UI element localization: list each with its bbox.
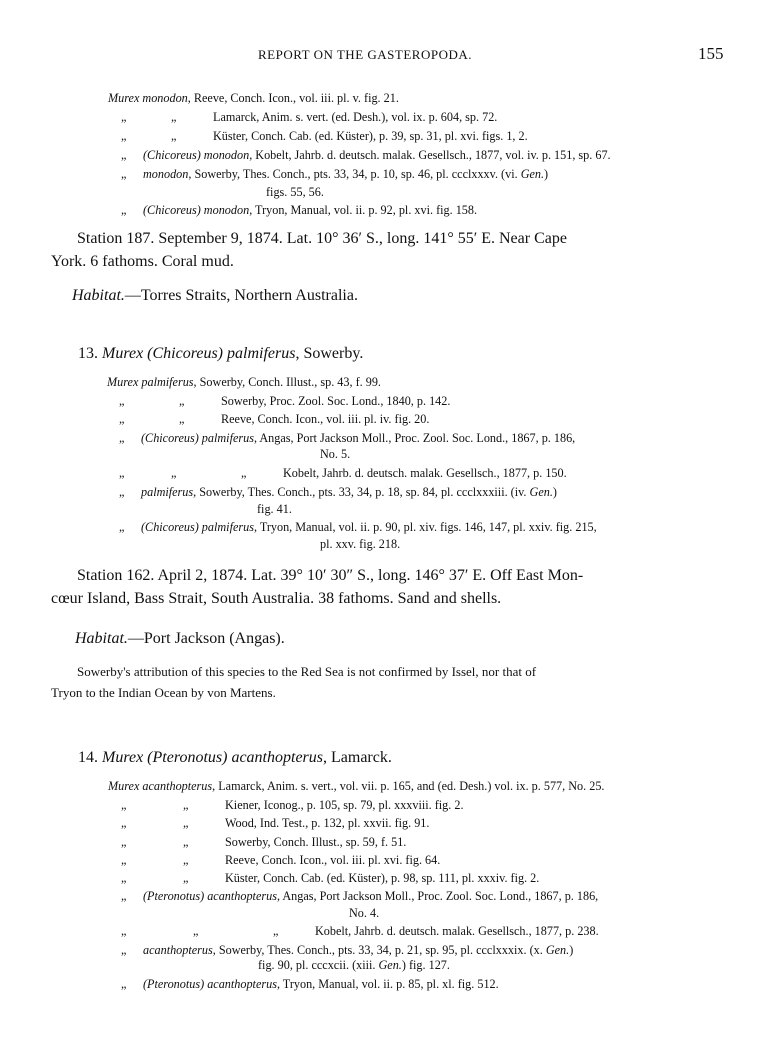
synonymy-line: Murex acanthopterus, Lamarck, Anim. s. vert., vol. vii. p. 165, and (ed. Desh.) vol. ix. p. 577, No. 25. — [108, 779, 605, 793]
synonymy-line: „ „ Küster, Conch. Cab. (ed. Küster), p. 98, sp. 111, pl. xxxiv. fig. 2. — [121, 871, 540, 885]
synonymy-line: „ „ Sowerby, Proc. Zool. Soc. Lond., 1840, p. 142. — [119, 394, 451, 408]
species-heading-13: 13. Murex (Chicoreus) palmiferus, Sowerby. — [78, 345, 364, 362]
page-header — [0, 44, 776, 67]
synonymy-line: „ (Pteronotus) acanthopterus, Tryon, Manual, vol. ii. p. 85, pl. xl. fig. 512. — [121, 977, 499, 991]
synonymy-line: „ monodon, Sowerby, Thes. Conch., pts. 33, 34, p. 10, sp. 46, pl. ccclxxxv. (vi. Gen.) — [121, 167, 549, 181]
synonymy-continuation: fig. 41. — [257, 502, 292, 516]
synonymy-line: Murex palmiferus, Sowerby, Conch. Illust., sp. 43, f. 99. — [107, 375, 381, 389]
station-line: Station 162. April 2, 1874. Lat. 39° 10′ 30″ S., long. 146° 37′ E. Off East Mon- — [77, 567, 584, 584]
species-heading-14: 14. Murex (Pteronotus) acanthopterus, Lamarck. — [78, 749, 392, 766]
synonymy-line: „ „ „ Kobelt, Jahrb. d. deutsch. malak. Gesellsch., 1877, p. 150. — [119, 466, 567, 480]
synonymy-line: „ „ „ Kobelt, Jahrb. d. deutsch. malak. Gesellsch., 1877, p. 238. — [121, 924, 599, 938]
habitat-line: Habitat.—Torres Straits, Northern Australia. — [72, 287, 358, 304]
remark-line: Sowerby's attribution of this species to the Red Sea is not confirmed by Issel, nor that of — [77, 664, 537, 679]
synonymy-line: „ acanthopterus, Sowerby, Thes. Conch., pts. 33, 34, p. 21, sp. 95, pl. ccclxxxix. (x. Gen.) — [121, 943, 574, 957]
synonymy-line: „ „ Reeve, Conch. Icon., vol. iii. pl. xvi. fig. 64. — [121, 853, 441, 867]
synonymy-line: „ „ Küster, Conch. Cab. (ed. Küster), p. 39, sp. 31, pl. xvi. figs. 1, 2. — [121, 129, 528, 143]
station-line: Station 187. September 9, 1874. Lat. 10° 36′ S., long. 141° 55′ E. Near Cape — [77, 230, 567, 247]
synonymy-line: „ „ Lamarck, Anim. s. vert. (ed. Desh.), vol. ix. p. 604, sp. 72. — [121, 110, 498, 124]
synonymy-continuation: No. 5. — [320, 447, 351, 461]
synonymy-continuation: figs. 55, 56. — [266, 185, 324, 199]
synonymy-line: Murex monodon, Reeve, Conch. Icon., vol. iii. pl. v. fig. 21. — [108, 91, 399, 105]
synonymy-line: „ (Chicoreus) palmiferus, Tryon, Manual, vol. ii. p. 90, pl. xiv. figs. 146, 147, pl. xxiv. fig. 215, — [119, 520, 597, 534]
page-number: 155 — [698, 44, 724, 63]
synonymy-continuation: No. 4. — [349, 906, 380, 920]
synonymy-line: „ (Chicoreus) monodon, Tryon, Manual, vol. ii. p. 92, pl. xvi. fig. 158. — [121, 203, 478, 217]
synonymy-line: „ (Chicoreus) palmiferus, Angas, Port Jackson Moll., Proc. Zool. Soc. Lond., 1867, p. 186, — [119, 431, 576, 445]
synonymy-line: „ „ Wood, Ind. Test., p. 132, pl. xxvii. fig. 91. — [121, 816, 430, 830]
remark-line: Tryon to the Indian Ocean by von Martens. — [51, 685, 276, 700]
habitat-line: Habitat.—Port Jackson (Angas). — [75, 630, 285, 647]
synonymy-line: „ palmiferus, Sowerby, Thes. Conch., pts. 33, 34, p. 18, sp. 84, pl. ccclxxxiii. (iv. Gen.) — [119, 485, 557, 499]
synonymy-line: „ „ Reeve, Conch. Icon., vol. iii. pl. iv. fig. 20. — [119, 412, 430, 426]
synonymy-line: „ „ Sowerby, Conch. Illust., sp. 59, f. 51. — [121, 835, 407, 849]
synonymy-continuation: pl. xxv. fig. 218. — [320, 537, 401, 551]
synonymy-line: „ (Chicoreus) monodon, Kobelt, Jahrb. d. deutsch. malak. Gesellsch., 1877, vol. iv. p. 151, sp. 67. — [121, 148, 611, 162]
running-head: REPORT ON THE GASTEROPODA. — [258, 47, 472, 62]
synonymy-line: „ „ Kiener, Iconog., p. 105, sp. 79, pl. xxxviii. fig. 2. — [121, 798, 464, 812]
synonymy-line: „ (Pteronotus) acanthopterus, Angas, Port Jackson Moll., Proc. Zool. Soc. Lond., 1867, p. 186, — [121, 889, 599, 903]
station-line: cœur Island, Bass Strait, South Australia. 38 fathoms. Sand and shells. — [51, 590, 502, 607]
station-line: York. 6 fathoms. Coral mud. — [51, 253, 234, 270]
synonymy-continuation: fig. 90, pl. cccxcii. (xiii. Gen.) fig. 127. — [258, 958, 450, 972]
